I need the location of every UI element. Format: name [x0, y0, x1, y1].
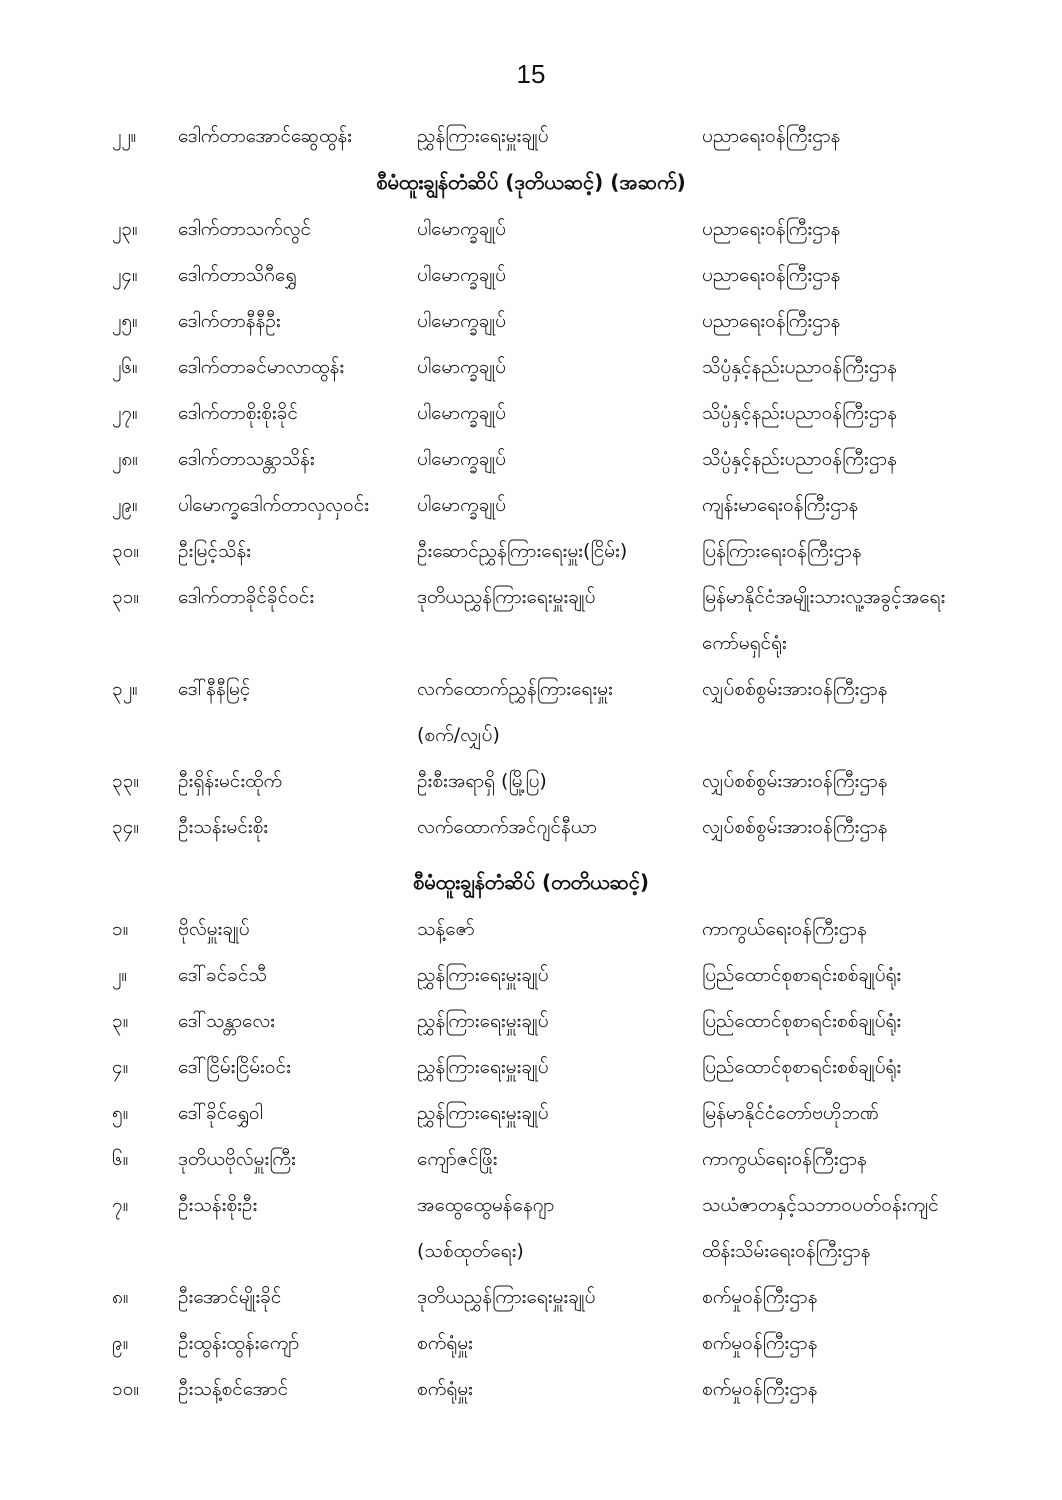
person-name: ဒေါက်တာခင်မာလာထွန်း: [178, 356, 345, 378]
person-name: ဒေါ်ငြိမ်းငြိမ်းဝင်း: [178, 1056, 291, 1078]
department-name: ပညာရေးဝန်ကြီးဌာန: [702, 125, 841, 147]
person-name: ဒေါ်ခင်ခင်သီ: [178, 964, 267, 986]
department-name: သိပ္ပံနှင့်နည်းပညာဝန်ကြီးဌာန: [702, 402, 897, 424]
person-name: ဒေါ်သန္တာလေး: [178, 1010, 276, 1032]
row-number: ၃၂။: [112, 678, 138, 700]
person-name: ဒေါက်တာနီနီဦး: [178, 310, 281, 332]
department-name: သယံဇာတနှင့်သဘာဝပတ်ဝန်းကျင်: [702, 1194, 939, 1216]
person-name: ဦးမြင့်သိန်း: [178, 540, 251, 562]
row-number: ၅။: [112, 1102, 129, 1124]
table-row: [0, 955, 1062, 995]
person-name: ဦးသန့်စင်အောင်: [178, 1378, 289, 1400]
department-name: ပြန်ကြားရေးဝန်ကြီးဌာန: [702, 540, 862, 562]
position-title: လက်ထောက်အင်ဂျင်နီယာ: [417, 816, 597, 838]
table-row: [0, 301, 1062, 341]
department-name-continuation: ထိန်းသိမ်းရေးဝန်ကြီးဌာန: [702, 1240, 871, 1262]
department-name: ပြည်ထောင်စုစာရင်းစစ်ချုပ်ရုံး: [702, 964, 902, 986]
position-title: ညွှန်ကြားရေးမှူးချုပ်: [417, 1056, 549, 1078]
person-name: ဦးရှိန်းမင်းထိုက်: [178, 770, 283, 792]
table-row: [0, 1323, 1062, 1363]
department-name: မြန်မာနိုင်ငံအမျိုးသားလူ့အခွင့်အရေး: [702, 586, 946, 608]
person-name: ဒုတိယဗိုလ်မှူးကြီး: [178, 1148, 296, 1170]
row-number: ၃၃။: [112, 770, 140, 792]
department-name: သိပ္ပံနှင့်နည်းပညာဝန်ကြီးဌာန: [702, 448, 897, 470]
person-name: ဦးသန်းစိုးဦး: [178, 1194, 258, 1216]
row-number: ၃၀။: [112, 540, 140, 562]
table-row: [0, 909, 1062, 949]
position-title: ညွှန်ကြားရေးမှူးချုပ်: [417, 125, 549, 147]
page-number: 15: [516, 59, 546, 89]
position-title: ပါမောက္ခချုပ်: [417, 218, 506, 240]
person-name: ဦးထွန်းထွန်းကျော်: [178, 1332, 300, 1354]
department-name: ပညာရေးဝန်ကြီးဌာန: [702, 310, 841, 332]
department-name: စက်မှုဝန်ကြီးဌာန: [702, 1332, 818, 1354]
position-title: ပါမောက္ခချုပ်: [417, 448, 506, 470]
person-name: ဗိုလ်မှူးချုပ်: [178, 918, 250, 940]
table-row: [0, 1277, 1062, 1317]
position-title: အထွေထွေမန်နေဂျာ: [417, 1194, 555, 1216]
row-number: ၂၅။: [112, 310, 138, 332]
table-row: [0, 577, 1062, 617]
table-row: [0, 761, 1062, 801]
department-name: လျှပ်စစ်စွမ်းအားဝန်ကြီးဌာန: [702, 816, 888, 838]
row-number: ၁။: [112, 918, 129, 940]
person-name: ဒေါက်တာသက်လွင်: [178, 218, 311, 240]
table-row: [0, 531, 1062, 571]
table-row: [0, 1369, 1062, 1409]
table-row: [0, 347, 1062, 387]
table-row: [0, 807, 1062, 847]
person-name: ဒေါက်တာအောင်ဆွေထွန်း: [178, 125, 353, 147]
department-name: စက်မှုဝန်ကြီးဌာန: [702, 1286, 818, 1308]
table-row: [0, 209, 1062, 249]
position-title: လက်ထောက်ညွှန်ကြားရေးမှူး: [417, 678, 613, 700]
position-title: ပါမောက္ခချုပ်: [417, 494, 506, 516]
table-row: [0, 255, 1062, 295]
position-title: ပါမောက္ခချုပ်: [417, 310, 506, 332]
person-name: ဒေါက်တာစိုးစိုးခိုင်: [178, 402, 298, 424]
department-name: ပြည်ထောင်စုစာရင်းစစ်ချုပ်ရုံး: [702, 1056, 902, 1078]
position-title-continuation: (စက်/လျှပ်): [417, 724, 500, 746]
table-row: [0, 669, 1062, 709]
row-number: ၃၁။: [112, 586, 140, 608]
department-name-continuation: ကော်မရှင်ရုံး: [702, 632, 787, 654]
person-name: ဒေါ်နီနီမြင့်: [178, 678, 251, 700]
department-name: ကာကွယ်ရေးဝန်ကြီးဌာန: [702, 1148, 867, 1170]
department-name: ပြည်ထောင်စုစာရင်းစစ်ချုပ်ရုံး: [702, 1010, 902, 1032]
person-name: ပါမောက္ခဒေါက်တာလှလှဝင်း: [178, 494, 370, 516]
department-name: လျှပ်စစ်စွမ်းအားဝန်ကြီးဌာန: [702, 770, 888, 792]
person-name: ဦးအောင်မျိုးခိုင်: [178, 1286, 282, 1308]
department-name: ကျန်းမာရေးဝန်ကြီးဌာန: [702, 494, 859, 516]
section-heading-third-class: စီမံထူးချွန်တံဆိပ် (တတိယဆင့်): [412, 870, 650, 894]
table-row-continuation: [0, 715, 1062, 755]
table-row: [0, 1139, 1062, 1179]
row-number: ၂၆။: [112, 356, 138, 378]
row-number: ၁၀။: [112, 1378, 140, 1400]
person-name: ဒေါ်ခိုင်ရွှေဝါ: [178, 1102, 263, 1124]
position-title: ဒုတိယညွှန်ကြားရေးမှူးချုပ်: [417, 1286, 596, 1308]
position-title: ညွှန်ကြားရေးမှူးချုပ်: [417, 1010, 549, 1032]
position-title: ဒုတိယညွှန်ကြားရေးမှူးချုပ်: [417, 586, 596, 608]
table-row-continuation: [0, 623, 1062, 663]
row-number: ၂၈။: [112, 448, 138, 470]
position-title: ပါမောက္ခချုပ်: [417, 402, 506, 424]
department-name: သိပ္ပံနှင့်နည်းပညာဝန်ကြီးဌာန: [702, 356, 897, 378]
department-name: မြန်မာနိုင်ငံတော်ဗဟိုဘဏ်: [702, 1102, 879, 1124]
table-row-continuation: [0, 1231, 1062, 1271]
table-row: [0, 116, 1062, 156]
position-title: စက်ရုံမှူး: [417, 1332, 473, 1354]
table-row: [0, 393, 1062, 433]
department-name: ပညာရေးဝန်ကြီးဌာန: [702, 264, 841, 286]
position-title: စက်ရုံမှူး: [417, 1378, 473, 1400]
person-name: ဒေါက်တာသိဂီရွှေ: [178, 264, 297, 286]
person-name: ဒေါက်တာသန္တာသိန်း: [178, 448, 315, 470]
row-number: ၂၄။: [112, 264, 138, 286]
row-number: ၉။: [112, 1332, 129, 1354]
department-name: စက်မှုဝန်ကြီးဌာန: [702, 1378, 818, 1400]
table-row: [0, 1093, 1062, 1133]
row-number: ၃၄။: [112, 816, 140, 838]
section-heading-second-class-continued: စီမံထူးချွန်တံဆိပ် (ဒုတိယဆင့်) (အဆက်): [376, 170, 686, 194]
position-title-continuation: (သစ်ထုတ်ရေး): [417, 1240, 524, 1262]
position-title: ဦးဆောင်ညွှန်ကြားရေးမှူး(ငြိမ်း): [417, 540, 628, 562]
table-row: [0, 1185, 1062, 1225]
table-row: [0, 485, 1062, 525]
row-number: ၄။: [112, 1056, 129, 1078]
position-title: ဦးစီးအရာရှိ (မြို့ပြ): [417, 770, 547, 792]
table-row: [0, 1001, 1062, 1041]
table-row: [0, 439, 1062, 479]
row-number: ၂၃။: [112, 218, 138, 240]
department-name: ပညာရေးဝန်ကြီးဌာန: [702, 218, 841, 240]
department-name: ကာကွယ်ရေးဝန်ကြီးဌာန: [702, 918, 867, 940]
row-number: ၂၇။: [112, 402, 138, 424]
row-number: ၂၉။: [112, 494, 138, 516]
position-title: သန့်ဇော်: [417, 918, 475, 940]
department-name: လျှပ်စစ်စွမ်းအားဝန်ကြီးဌာန: [702, 678, 888, 700]
row-number: ၇။: [112, 1194, 129, 1216]
table-row: [0, 1047, 1062, 1087]
row-number: ၆။: [112, 1148, 129, 1170]
position-title: ပါမောက္ခချုပ်: [417, 356, 506, 378]
row-number: ၃။: [112, 1010, 129, 1032]
person-name: ဒေါက်တာခိုင်ခိုင်ဝင်း: [178, 586, 315, 608]
row-number: ၈။: [112, 1286, 129, 1308]
position-title: ကျော်ဇင်ဖြိုး: [417, 1148, 498, 1170]
position-title: ပါမောက္ခချုပ်: [417, 264, 506, 286]
row-number: ၂၂။: [112, 125, 137, 147]
person-name: ဦးသန်းမင်းစိုး: [178, 816, 269, 838]
position-title: ညွှန်ကြားရေးမှူးချုပ်: [417, 1102, 549, 1124]
position-title: ညွှန်ကြားရေးမှူးချုပ်: [417, 964, 549, 986]
row-number: ၂။: [112, 964, 128, 986]
